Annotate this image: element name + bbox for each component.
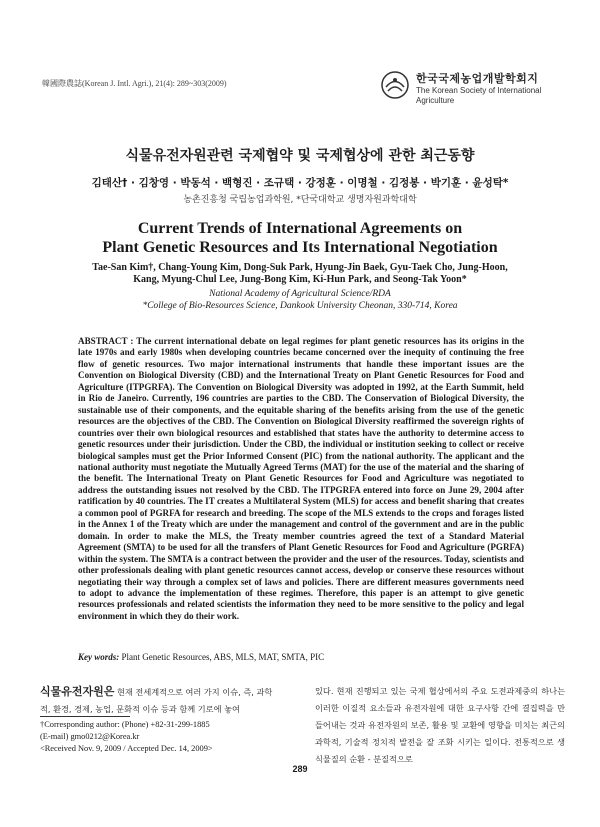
- body-left-column: [40, 683, 282, 718]
- authors-korean: 김태산† · 김창영 · 박동석 · 백형진 · 조규택 · 강정훈 · 이명철 · 김정봉 · 박기훈 · 윤성탁*: [91, 177, 509, 189]
- title-korean: 식물유전자원관련 국제협약 및 국제협상에 관한 최근동향: [125, 148, 475, 164]
- journal-citation: 韓國際農誌(Korean J. Intl. Agri.), 21(4): 289~303(2009): [42, 79, 227, 88]
- abstract: [78, 336, 524, 622]
- footnote-rule: [40, 716, 130, 717]
- body-left-text: 현재 전세계적으로 여러 가지 이슈, 즉, 과학적, 환경, 경제, 농업, 문화적 이슈 등과 함께 기로에 놓여: [40, 687, 273, 714]
- footnote-corresponding: †Corresponding author: (Phone) +82-31-299-1885: [40, 720, 210, 729]
- page-number: 289: [292, 764, 308, 774]
- society-emblem-icon: [380, 70, 410, 100]
- affiliation-english-line2: *College of Bio-Resources Science, Dankook University Cheonan, 330-714, Korea: [142, 301, 458, 311]
- society-logo: [380, 68, 570, 110]
- footnote-received: <Received Nov. 9, 2009 / Accepted Dec. 14, 2009>: [40, 744, 213, 753]
- keywords-label: Key words:: [78, 652, 120, 662]
- title-english-line2: Plant Genetic Resources and Its International Negotiation: [102, 239, 498, 256]
- abstract-text: The current international debate on legal regimes for plant genetic resources has its origins in the late 1970s and early 1980s when developing countries became concerned over the inequity of continuing the free flow of genetic resources. Two major international instruments that handle these important issues are the Convention on Biological Diversity (CBD) and the International Treaty on Plant Genetic Resources for Food and Agriculture (ITPGRFA). The Convention on Biological Diversity was adopted in 1992, at the Earth Summit, held in Rio de Janeiro. Currently, 196 countries are parties to the CBD. The Conservation of Biological Diversity, the sustainable use of their components, and the equitable sharing of the benefits arising from the use of the genetic resources are the objectives of the CBD. The Convention on Biological Diversity reaffirmed the sovereign rights of countries over their own biological resources and established that states have the authority to determine access to genetic resources under their jurisdiction. Under the CBD, the individual or institution seeking to collect or receive biological samples must get the Prior Informed Consent (PIC) from the national authority. The applicant and the national authority must negotiate the Mutually Agreed Terms (MAT) for the use of the material and the sharing of the benefit. The International Treaty on Plant Genetic Resources for Food and Agriculture was negotiated to address the outstanding issues not resolved by the CBD. The ITPGRFA entered into force on June 29, 2004 after ratification by 40 countries. The IT creates a Multilateral System (MLS) for access and benefit sharing that creates a common pool of PGRFA for research and breeding. The scope of the MLS extends to the crops and forages listed in the Annex 1 of the Treaty which are under the management and control of the government and are in the public domain. In order to make the MLS, the Treaty member countries agreed the text of a Standard Material Agreement (SMTA) to be used for all the transfers of Plant Genetic Resources for Food and Agriculture (PGRFA) within the system. The SMTA is a contract between the provider and the user of the resources. Today, scientists and other professionals dealing with plant genetic resources cannot access, develop or conserve these resources without negotiating their way through a complex set of laws and policies. There are different measures governments need to adopt to advance the implementation of these regimes. Therefore, this paper is an attempt to give genetic resources professionals and related scientists the information they need to be more sensitive to the policy and legal environment in which they do their work.: [78, 336, 525, 621]
- affiliation-korean: 농촌진흥청 국립농업과학원, *단국대학교 생명자원과학대학: [183, 195, 417, 205]
- authors-english-line2: Kang, Myung-Chul Lee, Jung-Bong Kim, Ki-Hun Park, and Seong-Tak Yoon*: [133, 274, 467, 285]
- keywords: [78, 652, 524, 662]
- title-english-line1: Current Trends of International Agreements on: [137, 220, 463, 237]
- society-name-ko: 한국국제농업개발학회지: [416, 72, 539, 85]
- affiliation-english-line1: National Academy of Agricultural Science/RDA: [209, 289, 391, 299]
- society-name-en: The Korean Society of International: [416, 86, 542, 95]
- abstract-label: ABSTRACT :: [78, 336, 134, 346]
- body-lead-term: 식물유전자원은: [40, 685, 115, 698]
- keywords-text: Plant Genetic Resources, ABS, MLS, MAT, SMTA, PIC: [121, 652, 325, 662]
- body-right-column: 있다. 현재 진행되고 있는 국제 협상에서의 주요 도전과제중의 하나는 이러한 이질적 요소들과 유전자원에 대한 요구사항 간에 결집력을 만들어내는 것과 유전자원의 보존, 활용 및 교환에 영향을 미치는 최근의 과학적, 기술적 정치적 발전을 잘 조화 시키는 일이다. 전통적으로 생식물질의 순환 - 분질적으로: [315, 686, 565, 764]
- footnote-email: (E-mail) gmo0212@Korea.kr: [40, 732, 140, 741]
- footnote: [40, 719, 290, 755]
- society-name-en-cont: Agriculture: [416, 96, 455, 105]
- authors-english-line1: Tae-San Kim†, Chang-Young Kim, Dong-Suk Park, Hyung-Jin Baek, Gyu-Taek Cho, Jung-Hoon,: [92, 262, 508, 273]
